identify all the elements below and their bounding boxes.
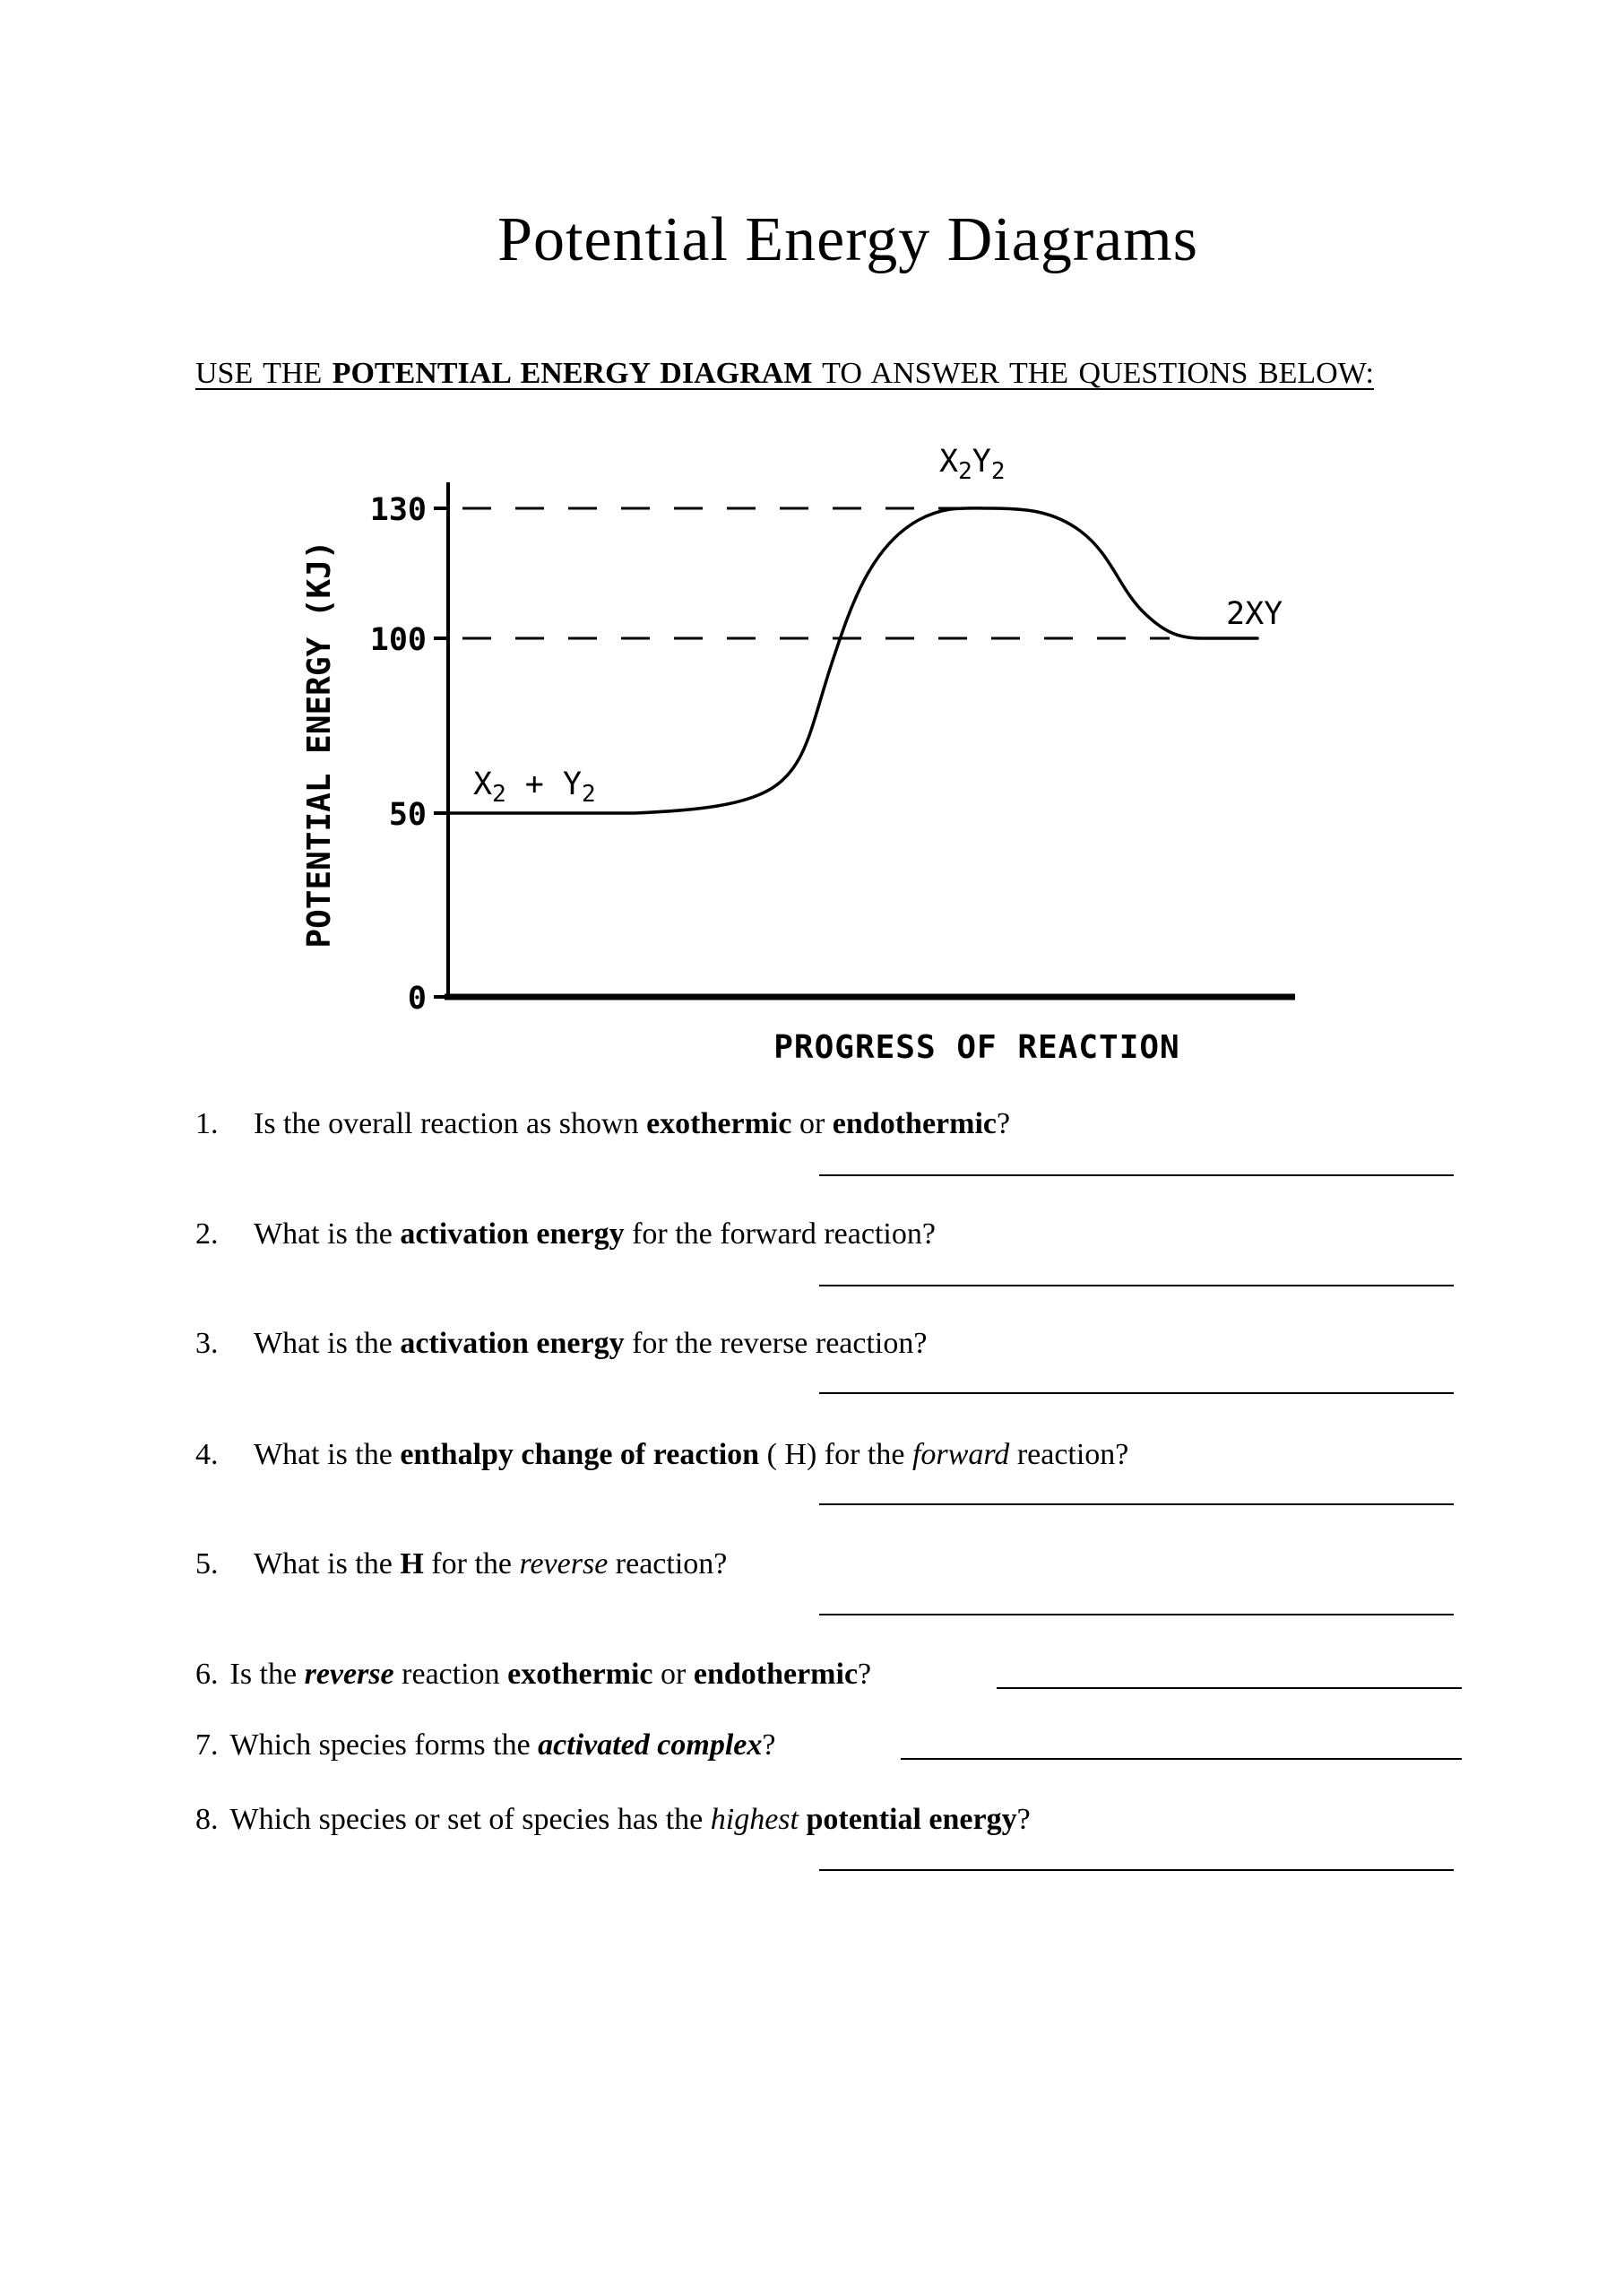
question-2-text: What is the activation energy for the forward reaction? [254,1217,936,1251]
answer-line-6[interactable] [997,1660,1462,1689]
question-8-text: Which species or set of species has the highest potential energy? [229,1803,1031,1836]
question-7-number: 7. [195,1728,219,1762]
answer-line-1[interactable] [819,1148,1454,1176]
question-3-number: 3. [195,1327,219,1360]
question-7-text: Which species forms the activated complex? [229,1728,776,1762]
answer-line-3[interactable] [819,1365,1454,1394]
x-axis-label: PROGRESS OF REACTION [773,1029,1180,1066]
instruction-line: USE THE POTENTIAL ENERGY DIAGRAM TO ANSWER THE QUESTIONS BELOW: [195,357,1374,390]
ytick-label-50: 50 [388,797,427,833]
question-5-text: What is the H for the reverse reaction? [254,1547,728,1581]
question-1-text: Is the overall reaction as shown exothermic or endothermic? [254,1107,1011,1140]
activated-complex-label: $X_2Y_2$ [939,444,1006,485]
question-1-number: 1. [195,1107,219,1140]
question-8 [195,1803,1031,1837]
question-1 [195,1107,1010,1141]
ytick-label-0: 0 [407,981,427,1017]
question-4 [195,1438,1128,1472]
diagram-svg [215,439,1317,1067]
question-2-number: 2. [195,1217,219,1251]
question-3 [195,1327,927,1361]
ytick-label-100: 100 [369,622,427,658]
question-6 [195,1658,871,1692]
answer-line-2[interactable] [819,1258,1454,1286]
question-6-text: Is the reverse reaction exothermic or endothermic? [229,1658,872,1691]
question-3-text: What is the activation energy for the reverse reaction? [254,1327,928,1360]
question-5-number: 5. [195,1547,219,1581]
answer-line-5[interactable] [819,1587,1454,1615]
question-8-number: 8. [195,1803,219,1836]
question-7 [195,1728,775,1762]
question-5 [195,1547,727,1581]
potential-energy-diagram [215,439,1317,1067]
question-6-number: 6. [195,1658,219,1691]
answer-line-8[interactable] [819,1842,1454,1871]
question-4-number: 4. [195,1438,219,1471]
y-axis-label: POTENTIAL ENERGY (KJ) [301,540,338,948]
page-title: Potential Energy Diagrams [497,205,1198,274]
products-label: 2XY [1226,596,1283,632]
answer-line-7[interactable] [901,1731,1462,1760]
question-4-text: What is the enthalpy change of reaction ( H) for the forward reaction? [254,1438,1129,1471]
answer-line-4[interactable] [819,1477,1454,1505]
question-2 [195,1217,936,1251]
ytick-label-130: 130 [369,492,427,528]
reactants-label: $X_2 + Y_2$ [473,766,596,808]
